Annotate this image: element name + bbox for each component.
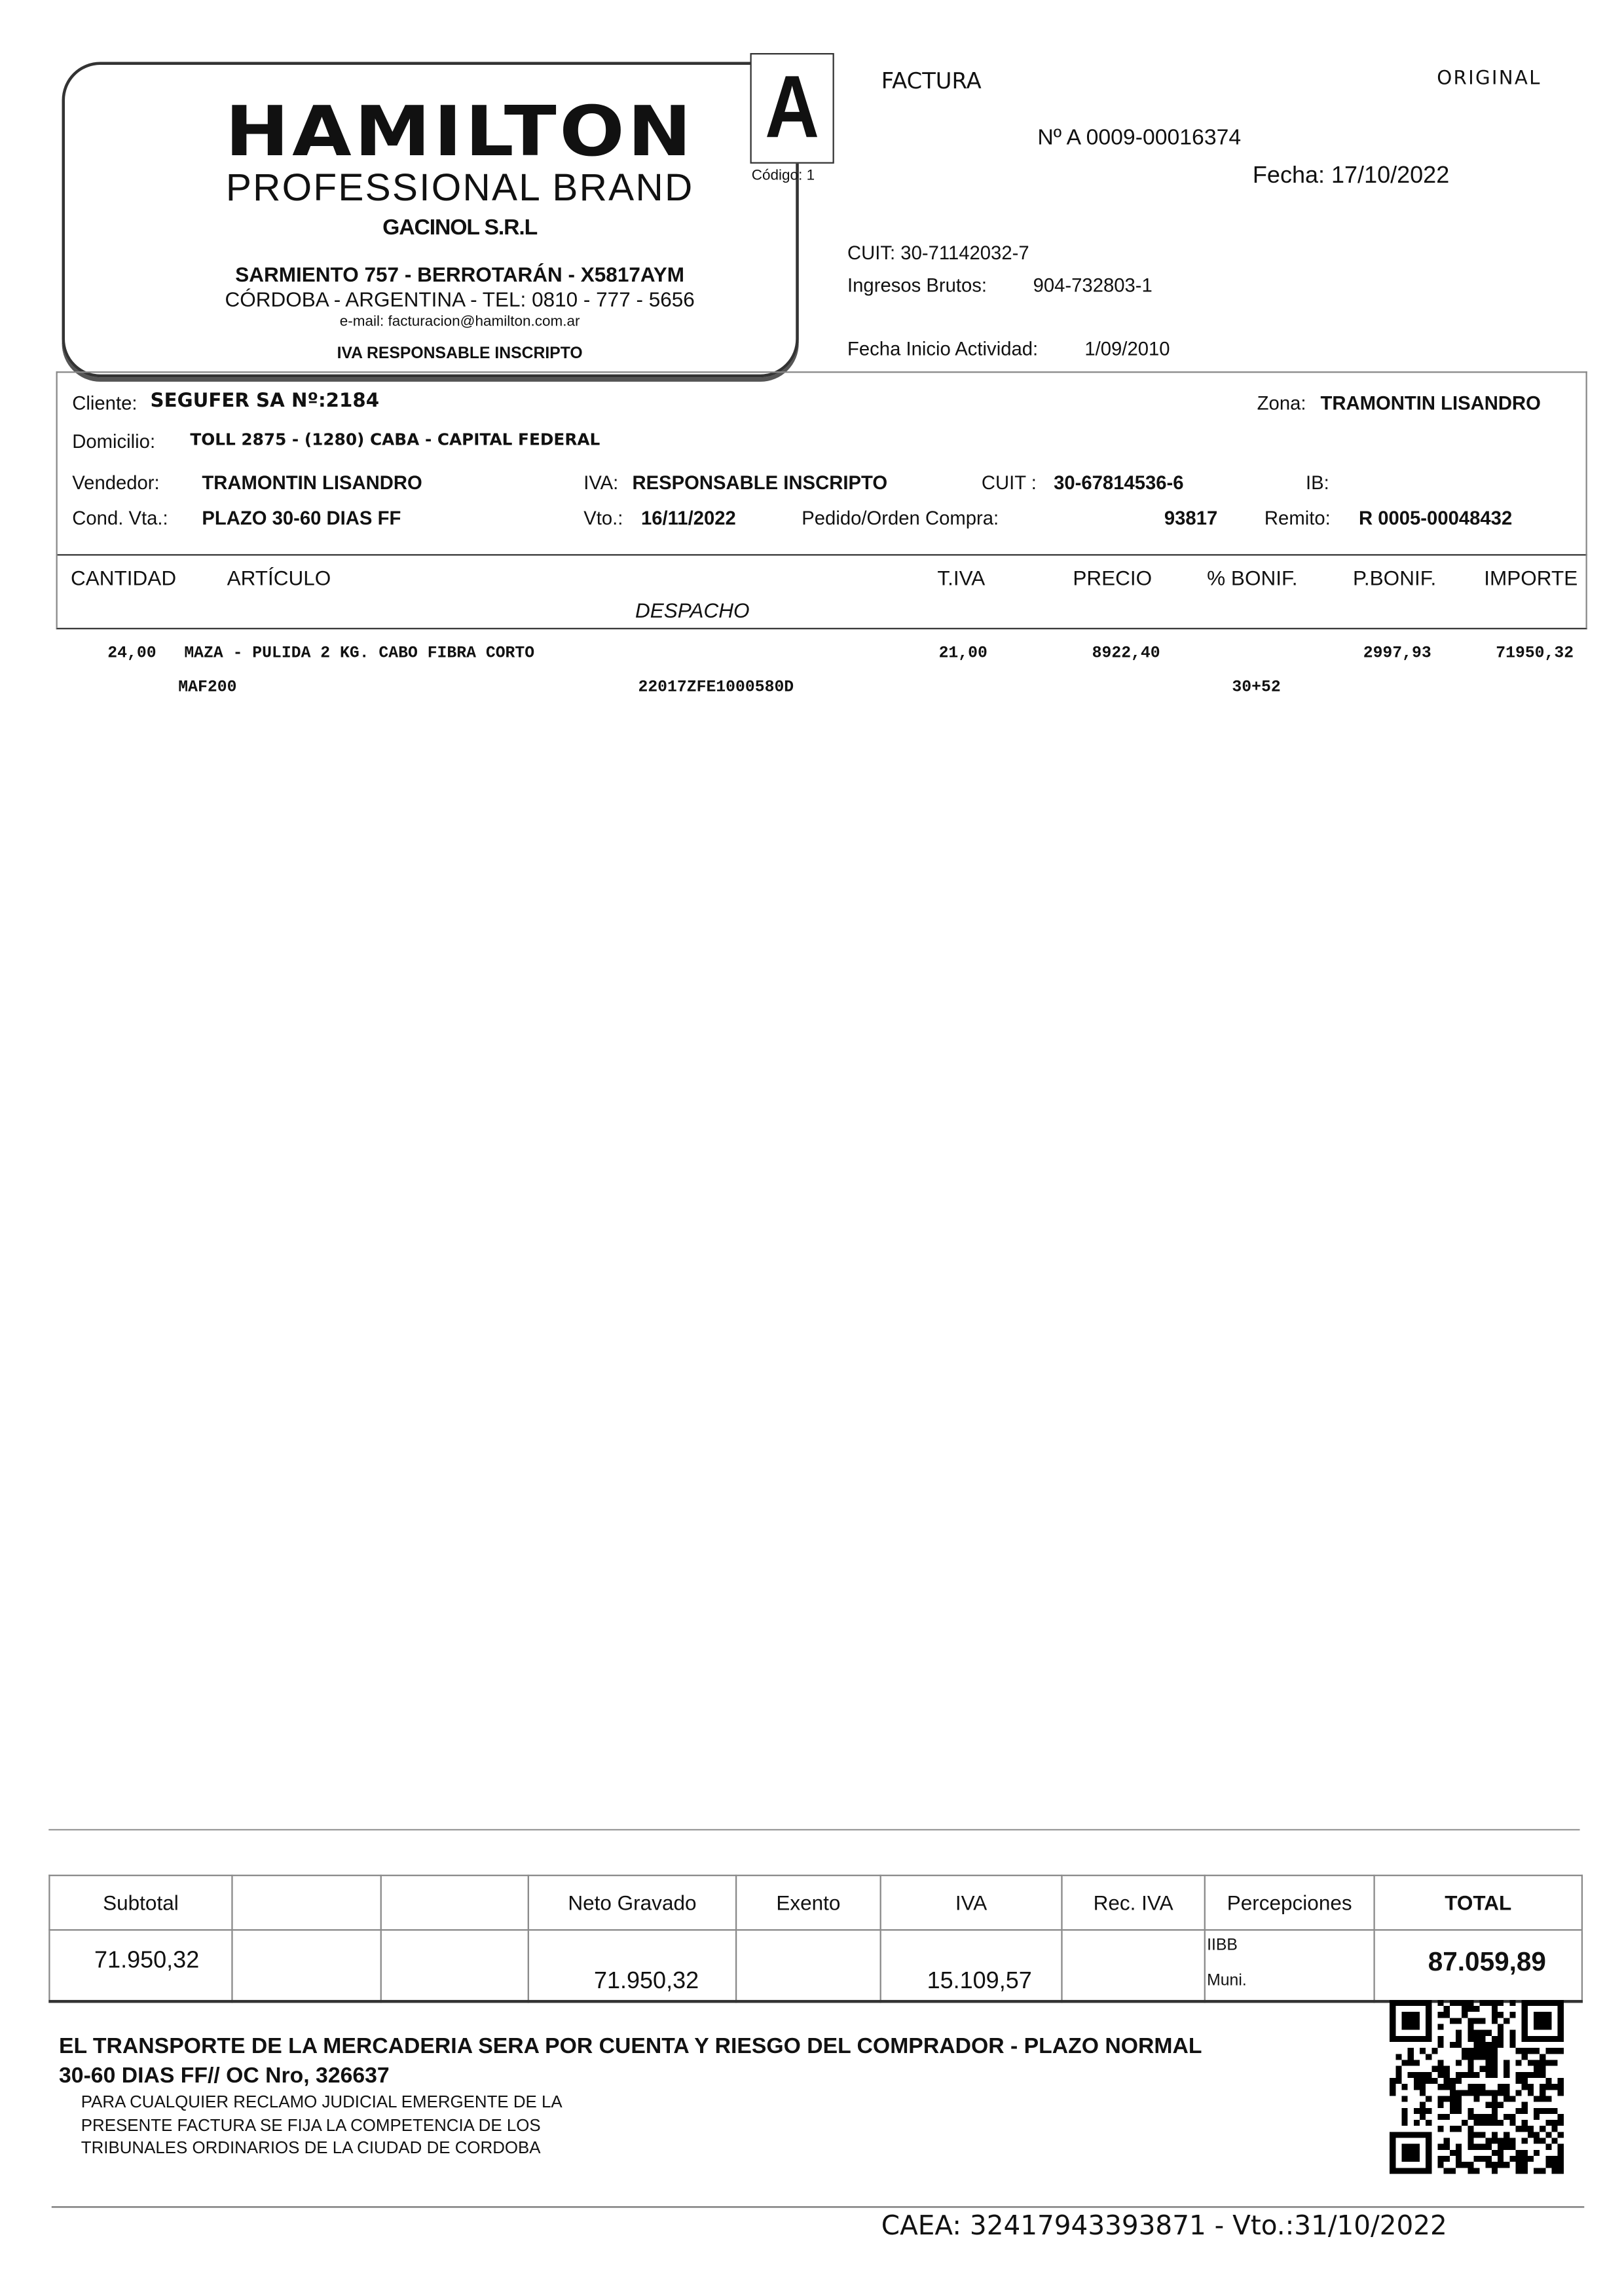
- perc-muni: Muni.: [1207, 1972, 1247, 1990]
- th-neto-gravado: Neto Gravado: [528, 1876, 736, 1930]
- iva-label: IVA:: [583, 472, 619, 494]
- ib-label: Ingresos Brutos:: [847, 274, 987, 297]
- col-despacho: DESPACHO: [635, 598, 750, 622]
- company-logo-box: [62, 62, 799, 378]
- th-rec-iva: Rec. IVA: [1061, 1876, 1204, 1930]
- vto-value: 16/11/2022: [640, 507, 736, 529]
- codigo: Código: 1: [751, 168, 815, 185]
- copy-label: ORIGINAL: [1437, 67, 1541, 90]
- neto-gravado-cell: [528, 1930, 736, 2001]
- col-importe: IMPORTE: [1484, 566, 1578, 590]
- perc-iibb: IIBB: [1207, 1936, 1238, 1955]
- iva-cell: [881, 1930, 1062, 2001]
- percepciones-cell: [1205, 1930, 1375, 2001]
- iva-value: RESPONSABLE INSCRIPTO: [632, 472, 888, 494]
- cond-vta-value: PLAZO 30-60 DIAS FF: [202, 507, 401, 529]
- subtotal-value: 71.950,32: [94, 1948, 200, 1974]
- pedido-label: Pedido/Orden Compra:: [802, 507, 999, 529]
- pedido-value: 93817: [1164, 507, 1218, 529]
- invoice-letter: A: [765, 57, 820, 157]
- exento-cell: [736, 1930, 881, 2001]
- th-percepciones: Percepciones: [1205, 1876, 1375, 1930]
- legal-text-3: TRIBUNALES ORDINARIOS DE LA CIUDAD DE CORDOBA: [81, 2139, 541, 2158]
- brand-tagline: PROFESSIONAL BRAND: [225, 165, 694, 210]
- caea: CAEA: 32417943393871 - Vto.:31/10/2022: [881, 2210, 1447, 2242]
- cond-vta-label: Cond. Vta.:: [72, 507, 168, 529]
- domicilio-label: Domicilio:: [72, 430, 156, 453]
- total-cell: [1375, 1930, 1582, 2001]
- transport-notice-1: EL TRANSPORTE DE LA MERCADERIA SERA POR CUENTA Y RIESGO DEL COMPRADOR - PLAZO NORMAL: [59, 2033, 1202, 2059]
- item-despacho: 22017ZFE1000580D: [638, 679, 794, 697]
- inicio-label: Fecha Inicio Actividad:: [847, 337, 1039, 360]
- company-iva: IVA RESPONSABLE INSCRIPTO: [337, 344, 583, 363]
- invoice-number: Nº A 0009-00016374: [1037, 125, 1242, 151]
- zona-label: Zona:: [1257, 392, 1306, 415]
- empty-cell-1: [232, 1930, 380, 2001]
- company-address-1: SARMIENTO 757 - BERROTARÁN - X5817AYM: [235, 262, 685, 286]
- col-articulo: ARTÍCULO: [227, 566, 331, 590]
- item-importe: 71950,32: [1496, 645, 1574, 663]
- vendedor-value: TRAMONTIN LISANDRO: [202, 472, 422, 494]
- zona-value: TRAMONTIN LISANDRO: [1320, 392, 1541, 415]
- th-subtotal: Subtotal: [49, 1876, 232, 1930]
- vto-label: Vto.:: [583, 507, 623, 529]
- th-empty-2: [381, 1876, 528, 1930]
- col-bonif: % BONIF.: [1207, 566, 1298, 590]
- client-cuit-label: CUIT :: [981, 472, 1037, 494]
- cliente-value: SEGUFER SA Nº:2184: [150, 390, 380, 413]
- neto-gravado-value: 71.950,32: [593, 1969, 699, 1994]
- remito-value: R 0005-00048432: [1358, 507, 1513, 529]
- invoice-date: Fecha: 17/10/2022: [1252, 163, 1450, 189]
- legal-text-2: PRESENTE FACTURA SE FIJA LA COMPETENCIA DE LOS: [81, 2117, 541, 2136]
- inicio-value: 1/09/2010: [1084, 337, 1170, 360]
- brand-logo: HAMILTON: [225, 92, 695, 173]
- invoice-letter-box: [750, 53, 834, 164]
- ib-value: 904-732803-1: [1033, 274, 1153, 297]
- vendedor-label: Vendedor:: [72, 472, 160, 494]
- company-name: GACINOL S.R.L: [382, 215, 538, 240]
- domicilio-value: TOLL 2875 - (1280) CABA - CAPITAL FEDERAL: [190, 430, 600, 450]
- col-precio: PRECIO: [1073, 566, 1153, 590]
- subtotal-cell: [49, 1930, 232, 2001]
- divider: [48, 1829, 1579, 1830]
- th-empty-1: [232, 1876, 380, 1930]
- total-value: 87.059,89: [1428, 1946, 1546, 1976]
- empty-cell-2: [381, 1930, 528, 2001]
- cliente-label: Cliente:: [72, 392, 138, 415]
- qr-code: [1388, 2000, 1565, 2174]
- transport-notice-2: 30-60 DIAS FF// OC Nro, 326637: [59, 2063, 390, 2088]
- issuer-cuit: CUIT: 30-71142032-7: [847, 242, 1029, 264]
- col-cantidad: CANTIDAD: [71, 566, 177, 590]
- legal-text-1: PARA CUALQUIER RECLAMO JUDICIAL EMERGENTE DE LA: [81, 2094, 563, 2112]
- item-cantidad: 24,00: [107, 645, 157, 663]
- ib-client-label: IB:: [1305, 472, 1329, 494]
- item-precio: 8922,40: [1092, 645, 1160, 663]
- totals-table: [48, 1875, 1583, 2003]
- item-codigo: MAF200: [178, 679, 237, 697]
- col-pbonif: P.BONIF.: [1352, 566, 1437, 590]
- item-pbonif: 2997,93: [1363, 645, 1431, 663]
- rec-iva-cell: [1061, 1930, 1204, 2001]
- footer-divider: [52, 2206, 1585, 2208]
- th-iva: IVA: [881, 1876, 1062, 1930]
- col-tiva: T.IVA: [937, 566, 986, 590]
- th-total: TOTAL: [1375, 1876, 1582, 1930]
- company-email: e-mail: facturacion@hamilton.com.ar: [339, 314, 580, 331]
- client-cuit-value: 30-67814536-6: [1054, 472, 1184, 494]
- th-exento: Exento: [736, 1876, 881, 1930]
- item-descripcion: MAZA - PULIDA 2 KG. CABO FIBRA CORTO: [184, 645, 535, 663]
- item-tiva: 21,00: [938, 645, 987, 663]
- company-address-2: CÓRDOBA - ARGENTINA - TEL: 0810 - 777 - 5656: [225, 287, 695, 311]
- iva-total-value: 15.109,57: [927, 1969, 1032, 1994]
- item-bonif: 30+52: [1232, 679, 1281, 697]
- document-type: FACTURA: [881, 67, 982, 95]
- remito-label: Remito:: [1264, 507, 1331, 529]
